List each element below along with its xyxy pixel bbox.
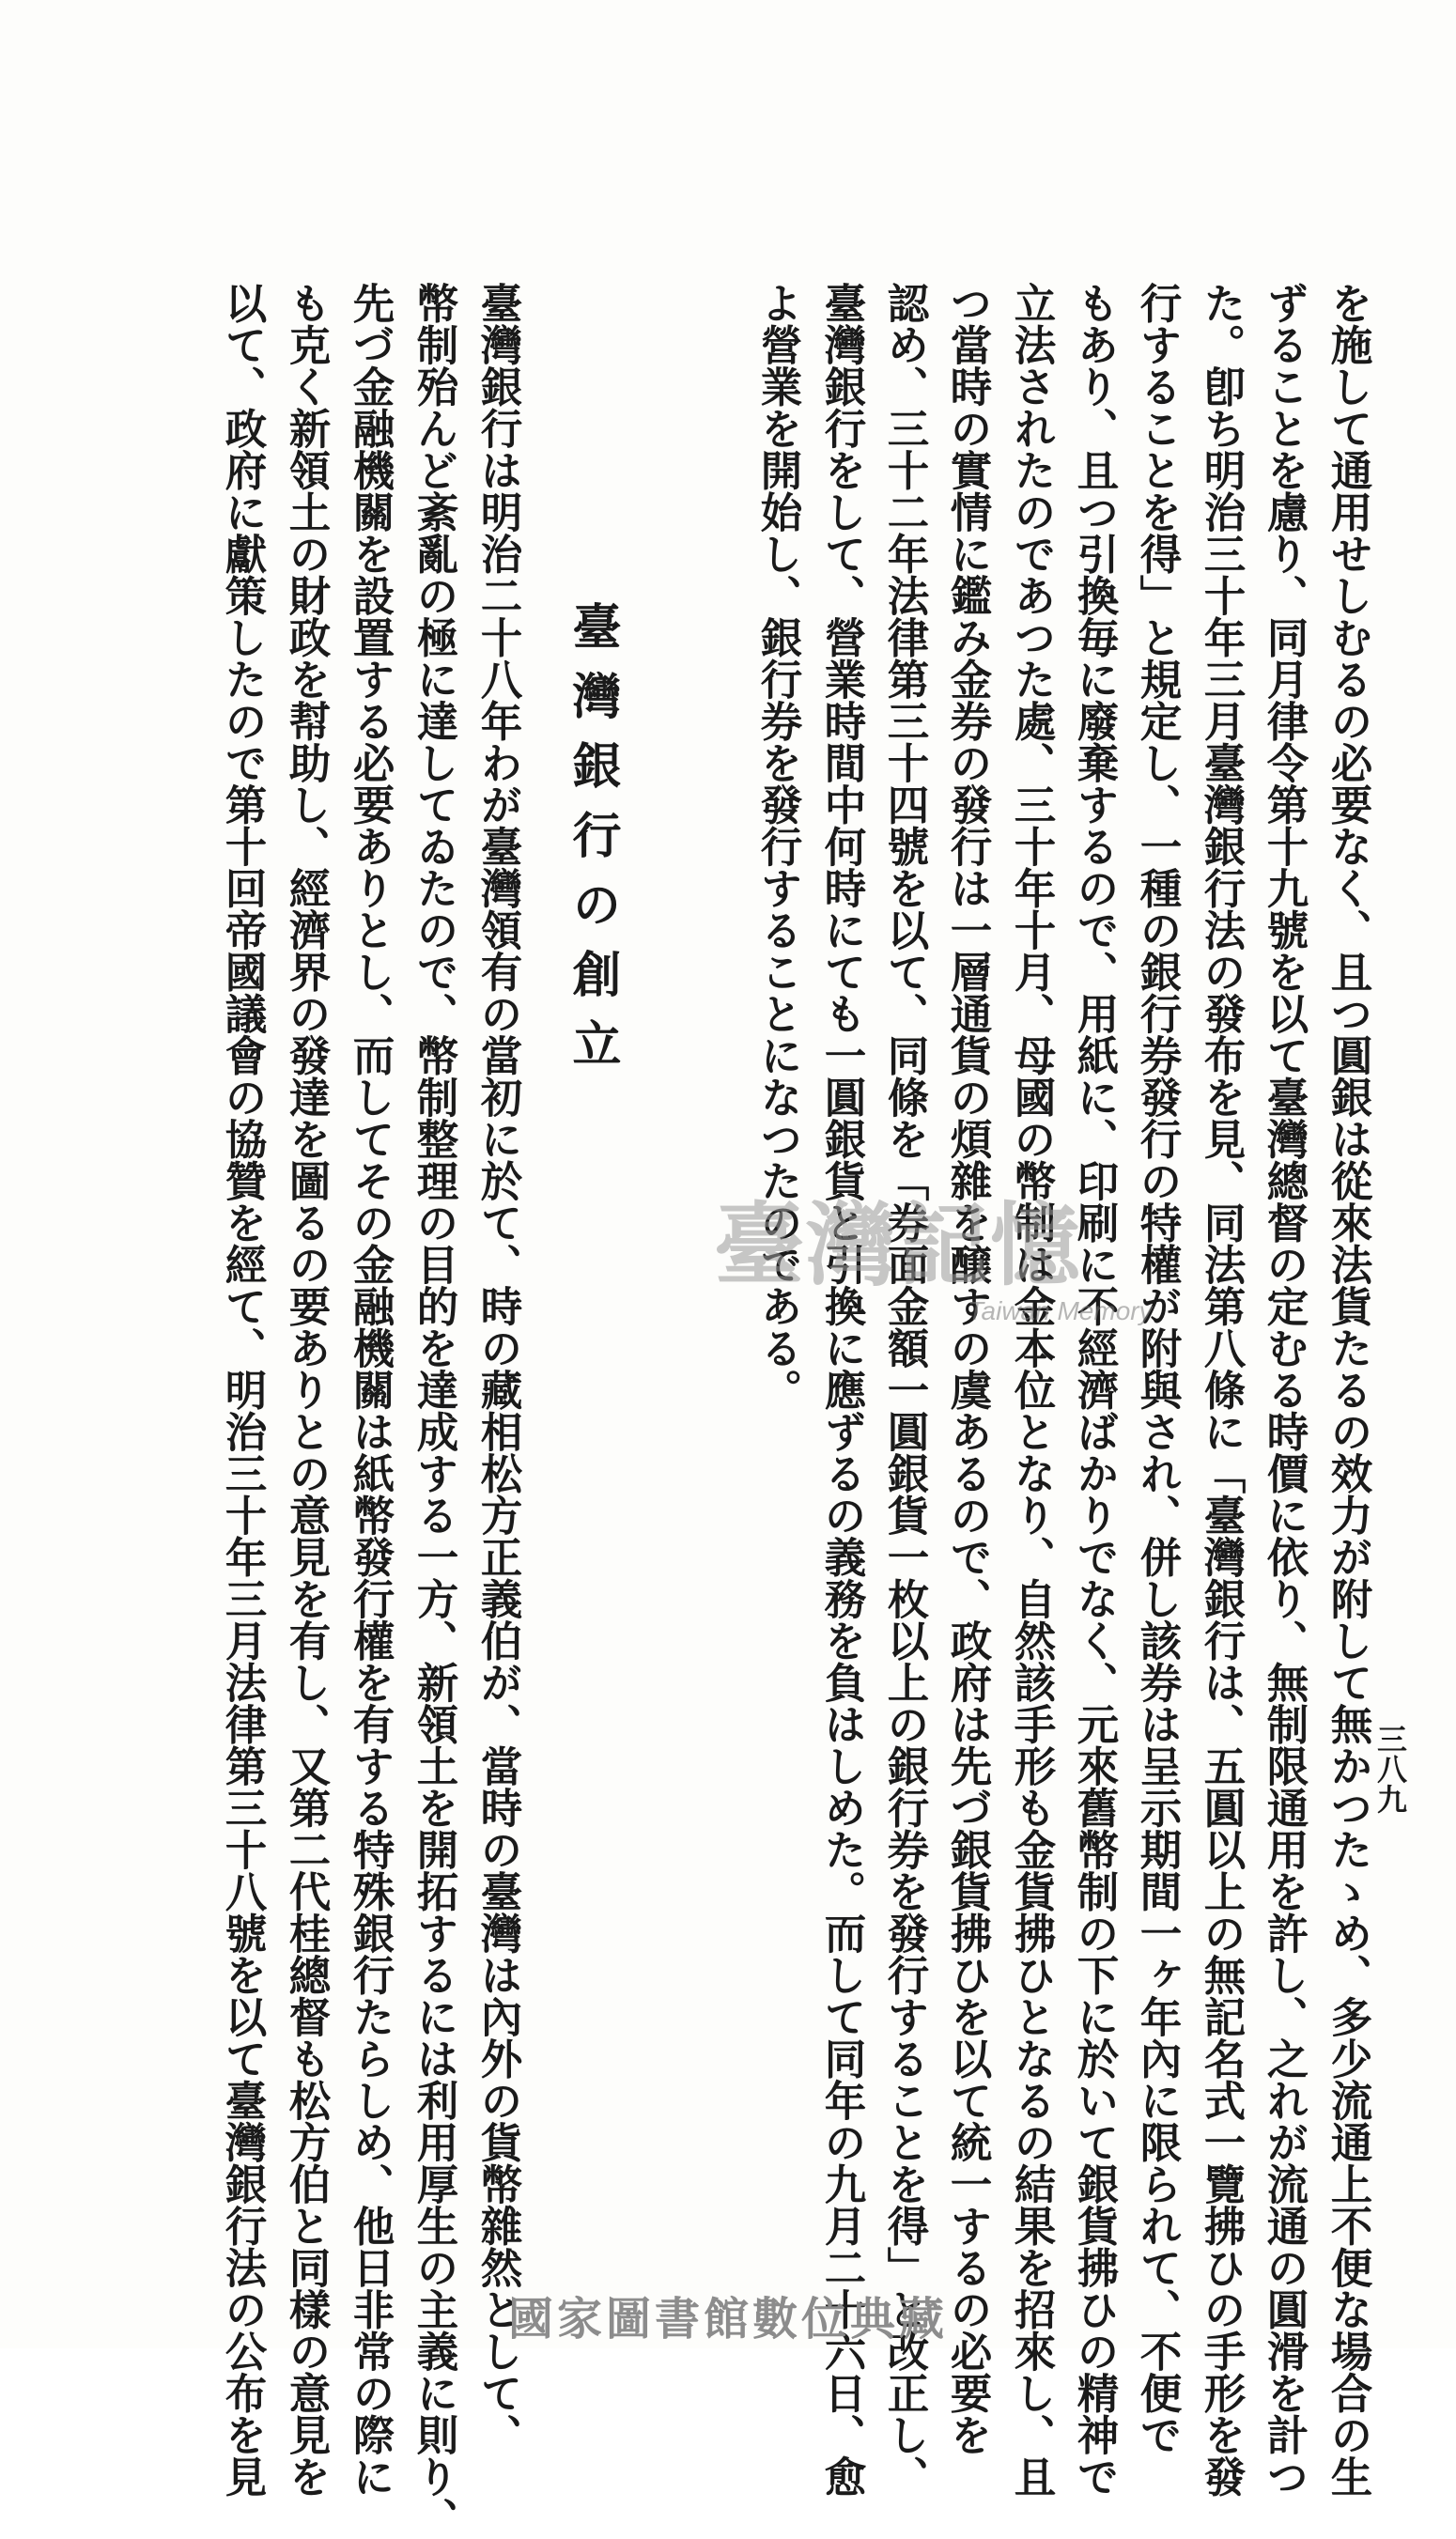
section-heading: 臺灣銀行の創立 xyxy=(564,601,621,1088)
text-column: 臺灣銀行をして、營業時間中何時にても一圓銀貨と引換に應ずるの義務を負はしめた。而して同年の九月二十六日、愈 xyxy=(817,282,866,2498)
text-column: ずることを慮り、同月律令第十九號を以て臺灣總督の定むる時價に依り、無制限通用を許し、之れが流通の圓滑を計つ xyxy=(1260,282,1309,2498)
text-column: を施して通用せしむるの必要なく、且つ圓銀は從來法貨たるの效力が附して無かつたゝめ、多少流通上不便な場合の生 xyxy=(1324,282,1372,2498)
watermark-logo xyxy=(714,1174,1240,1325)
text-column: よ營業を開始し、銀行券を發行することになつたのである。 xyxy=(753,282,802,1411)
text-column: 行することを得」と規定し、一種の銀行券發行の特權が附與され、併し該券は呈示期間一ヶ年內に限られて、不便で xyxy=(1133,282,1182,2455)
text-column: もあり、且つ引換毎に廢棄するので、用紙に、印刷に不經濟ばかりでなく、元來舊幣制の下に於いて銀貨拂ひの精神で xyxy=(1070,282,1119,2498)
text-column: 以て、政府に獻策したので第十回帝國議會の協贊を經て、明治三十年三月法律第三十八號を以て臺灣銀行法の公布を見 xyxy=(218,282,267,2498)
watermark-main-text: 臺灣記憶 xyxy=(714,1192,1082,1298)
archive-footer: 國家圖書館數位典藏 xyxy=(507,2293,948,2345)
text-column: 幣制殆んど紊亂の極に達してゐたので、幣制整理の目的を達成する一方、新領土を開拓するには利用厚生の主義に則り、 xyxy=(410,282,458,2539)
text-column: 認め、三十二年法律第三十四號を以て、同條を「券面金額一圓銀貨一枚以上の銀行券を發行することを得」と改正し、 xyxy=(880,282,929,2498)
text-column: 先づ金融機關を設置する必要ありとし、而してその金融機關は紙幣發行權を有する特殊銀行たらしめ、他日非常の際に xyxy=(346,282,395,2498)
text-column: 臺灣銀行は明治二十八年わが臺灣領有の當初に於て、時の藏相松方正義伯が、當時の臺灣は內外の貨幣雜然として、 xyxy=(473,282,522,2455)
text-column: も克く新領土の財政を幇助し、經濟界の發達を圖るの要ありとの意見を有し、又第二代桂總督も松方伯と同樣の意見を xyxy=(282,282,331,2498)
text-column: た。卽ち明治三十年三月臺灣銀行法の發布を見、同法第八條に「臺灣銀行は、五圓以上の無記名式一覽拂ひの手形を發 xyxy=(1197,282,1246,2498)
watermark-sub-text: Taiwan Memory xyxy=(968,1296,1153,1325)
text-column: つ當時の實情に鑑み金券の發行は一層通貨の煩雜を醸すの虞あるので、政府は先づ銀貨拂ひを以て統一するの必要を xyxy=(943,282,992,2455)
page-number: 三八九 xyxy=(1372,1724,1408,1814)
text-column: 立法されたのであつた處、三十年十月、母國の幣制は金本位となり、自然該手形も金貨拂ひとなるの結果を招來し、且 xyxy=(1007,282,1056,2498)
